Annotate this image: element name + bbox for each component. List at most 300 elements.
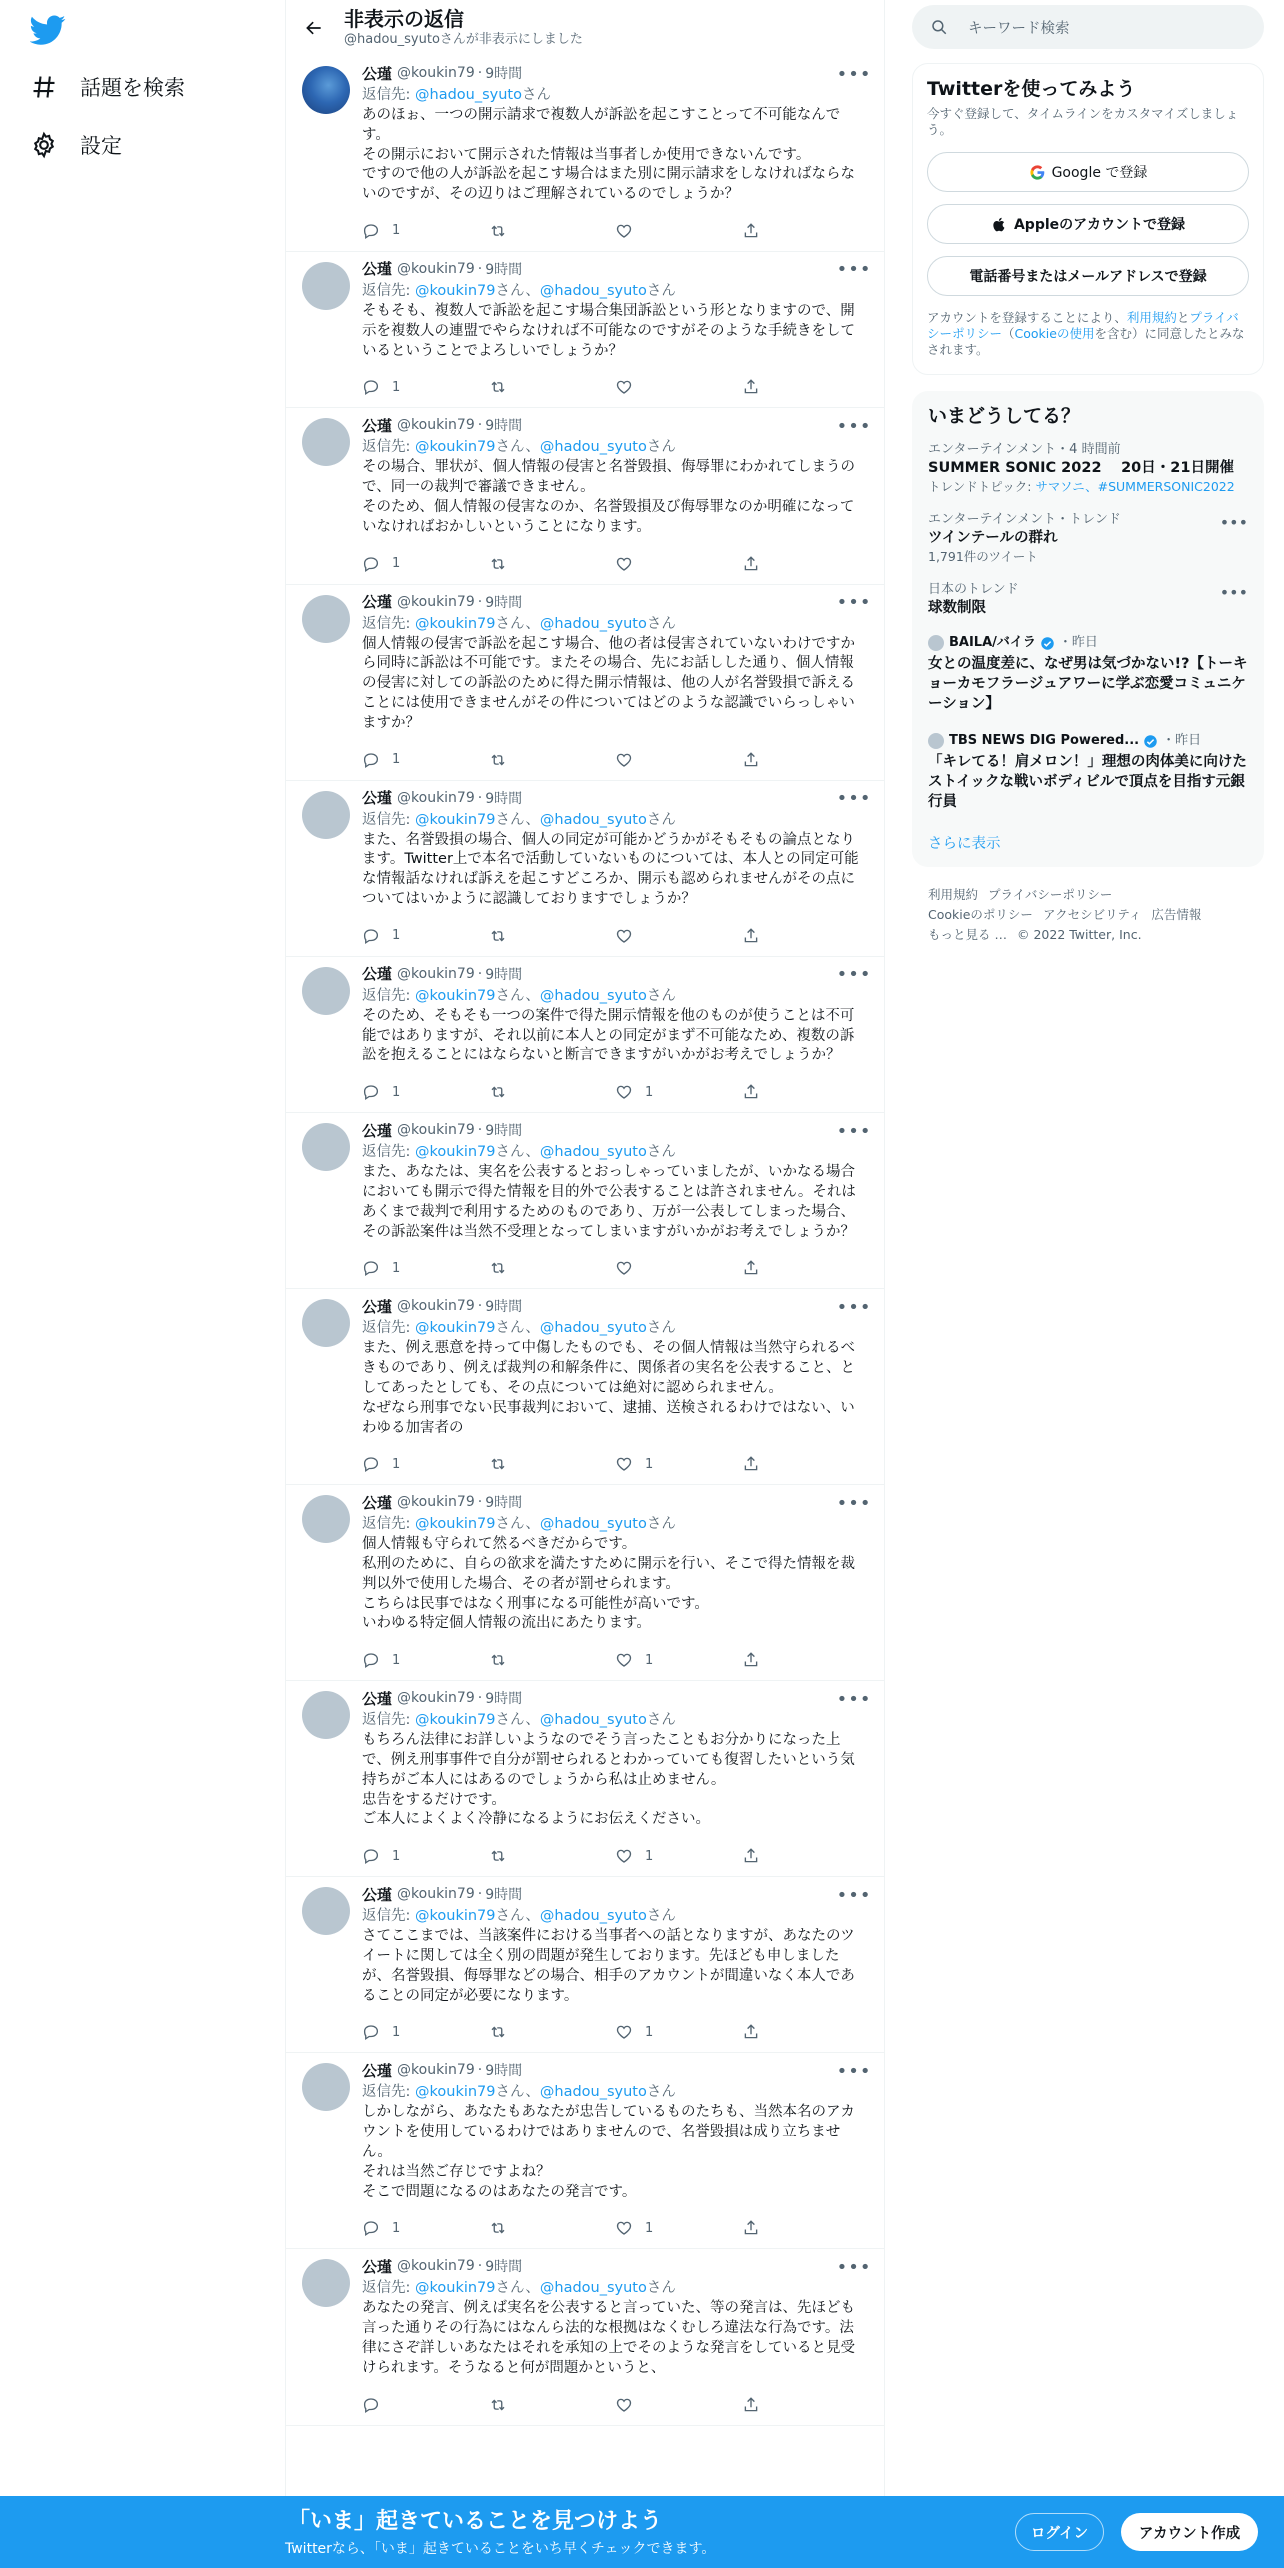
reply-icon: [362, 555, 380, 573]
share-button[interactable]: [742, 1259, 869, 1277]
tweet[interactable]: [286, 585, 884, 781]
avatar[interactable]: [302, 1691, 350, 1739]
author-handle[interactable]: @koukin79: [397, 260, 475, 277]
reply-to-label: 返信先:: [362, 987, 415, 1004]
reply-to: [362, 1905, 868, 1927]
share-button[interactable]: [742, 378, 869, 396]
tweet[interactable]: [286, 56, 884, 252]
more-options-icon[interactable]: •••: [836, 1120, 872, 1142]
separator-dot: ·: [477, 260, 483, 277]
tweet[interactable]: [286, 408, 884, 584]
apple-signup-button[interactable]: [927, 204, 1249, 244]
share-icon: [742, 1259, 760, 1277]
nav-settings-label: 設定: [80, 134, 122, 158]
reply-icon: [362, 378, 380, 396]
share-icon: [742, 751, 760, 769]
retweet-button[interactable]: [489, 1455, 616, 1473]
reply-to-label: 返信先:: [362, 1516, 415, 1533]
reply-to-suffix: さん: [646, 1320, 676, 1337]
tweet-actions: [362, 1248, 868, 1288]
tweet-text: しかしながら、あなたもあなたが忠告しているものたちも、当然本名のアカウントを使用しているわけではありませんので、名誉毀損は成り立ちません。 それは当然ご存じですよね？ そこで問題になるのはあなたの発言です。: [362, 2104, 855, 2200]
author-name[interactable]: 公瑾: [362, 260, 393, 279]
more-options-icon[interactable]: •••: [836, 788, 872, 810]
tweet[interactable]: [286, 252, 884, 408]
reply-to-link[interactable]: @koukin79: [415, 2280, 496, 2297]
tweet[interactable]: [286, 957, 884, 1113]
search-icon: [930, 18, 948, 36]
author-name[interactable]: 公瑾: [362, 64, 393, 83]
reply-to-sep: さん、: [495, 987, 540, 1004]
author-handle[interactable]: @koukin79: [397, 417, 475, 434]
tweet-actions: [362, 740, 868, 780]
copyright: © 2022 Twitter, Inc.: [1016, 927, 1142, 942]
reply-count: 1: [392, 1084, 401, 1100]
more-options-icon[interactable]: •••: [836, 592, 872, 614]
tweet[interactable]: [286, 1877, 884, 2053]
retweet-button[interactable]: [489, 222, 616, 240]
retweet-button[interactable]: [489, 927, 616, 945]
avatar[interactable]: [302, 418, 350, 466]
tweet-time[interactable]: 9時間: [485, 1887, 523, 1904]
reply-to-label: 返信先:: [362, 282, 415, 299]
share-button[interactable]: [742, 555, 869, 573]
share-icon: [742, 378, 760, 396]
footer-link[interactable]: プライバシーポリシー: [988, 887, 1113, 902]
tweet-actions: [362, 2385, 868, 2425]
retweet-button[interactable]: [489, 1083, 616, 1101]
like-button[interactable]: [615, 1455, 742, 1473]
reply-count: 1: [392, 223, 401, 239]
reply-to-link[interactable]: @hadou_syuto: [415, 87, 522, 103]
author-handle[interactable]: @koukin79: [397, 1494, 475, 1511]
tweet[interactable]: [286, 1681, 884, 1877]
tweet-time[interactable]: 9時間: [485, 594, 523, 611]
tweet-actions: [362, 1836, 868, 1876]
login-button[interactable]: ログイン: [1015, 2513, 1104, 2551]
more-options-icon[interactable]: •••: [836, 964, 872, 986]
more-options-icon[interactable]: •••: [836, 1884, 872, 1906]
tweet-text: 個人情報の侵害で訴訟を起こす場合、他の者は侵害されていないわけですから同時に訴訟は不可能です。またその場合、先にお話しした通り、個人情報の侵害に対しての訴訟のために得た開示情報は、他の人が名誉毀損で訴えることには使用できませんがその件についてはどのような認識でいらっしゃいますか？: [362, 635, 855, 731]
right-sidebar: [912, 0, 1264, 945]
trend-name: SUMMER SONIC 2022 20日・21日開催: [928, 460, 1234, 476]
reply-icon: [362, 222, 380, 240]
share-button[interactable]: [742, 1083, 869, 1101]
retweet-icon: [489, 2219, 507, 2237]
tweet[interactable]: [286, 1113, 884, 1289]
avatar[interactable]: [302, 1887, 350, 1935]
footer-more-link[interactable]: もっと見る …: [928, 927, 1007, 942]
reply-icon: [362, 1083, 380, 1101]
like-button[interactable]: [615, 927, 742, 945]
news-headline: 女との温度差に、なぜ男は気づかない!?【トーキョーカモフラージュアワーに学ぶ恋愛コミュニケーション】: [928, 656, 1248, 712]
reply-to-link[interactable]: @hadou_syuto: [539, 439, 647, 456]
more-options-icon[interactable]: •••: [836, 63, 872, 85]
footer-link[interactable]: Cookieのポリシー: [928, 907, 1033, 922]
reply-to-link[interactable]: @koukin79: [415, 1144, 496, 1161]
reply-to-label: 返信先:: [362, 811, 415, 828]
tweet-text: もちろん法律にお詳しいようなのでそう言ったこともお分かりになった上で、例え刑事事件で自分が罰せられるとわかっていても復習したいという気持ちがご本人にはあるのでしょうから私は止めません。 忠告をするだけです。 ご本人によくよく冷静になるようにお伝えください。: [362, 1732, 855, 1828]
apple-signup-label: Appleのアカウントで登録: [1013, 217, 1186, 233]
more-options-icon[interactable]: •••: [836, 1296, 872, 1318]
more-options-icon[interactable]: •••: [836, 259, 872, 281]
tweet[interactable]: [286, 1485, 884, 1681]
like-button[interactable]: [615, 378, 742, 396]
terms-text: （: [1002, 326, 1015, 341]
reply-to: [362, 280, 868, 302]
news-source: BAILA/バイラ: [949, 635, 1036, 650]
reply-button[interactable]: [362, 2023, 489, 2041]
like-count: 1: [645, 2024, 654, 2040]
cookie-link[interactable]: Cookieの使用: [1014, 326, 1095, 341]
reply-to-suffix: さん: [646, 2280, 676, 2297]
retweet-button[interactable]: [489, 1651, 616, 1669]
share-button[interactable]: [742, 751, 869, 769]
reply-to-sep: さん、: [495, 282, 540, 299]
reply-to-link[interactable]: @hadou_syuto: [539, 282, 647, 299]
reply-to-label: 返信先:: [362, 1320, 415, 1337]
reply-to-suffix: さん: [646, 987, 676, 1004]
privacy-link[interactable]: プライバシーポリシー: [927, 310, 1239, 341]
retweet-icon: [489, 378, 507, 396]
reply-to-link[interactable]: @koukin79: [415, 1908, 496, 1925]
reply-to-link[interactable]: @hadou_syuto: [539, 987, 647, 1004]
trend-item[interactable]: [912, 431, 1264, 501]
tweet-text: さてここまでは、当該案件における当事者への話となりますが、あなたのツイートに関しては全く別の問題が発生しております。先ほども申しましたが、名誉毀損、侮辱罪などの場合、相手のアカウントが間違いなく本人であることの同定が必要になります。: [362, 1928, 855, 2004]
reply-button[interactable]: [362, 751, 489, 769]
search-box[interactable]: [912, 5, 1264, 49]
retweet-button[interactable]: [489, 555, 616, 573]
reply-to-link[interactable]: @koukin79: [415, 1320, 496, 1337]
tweet-actions: [362, 916, 868, 956]
avatar[interactable]: [302, 1495, 350, 1543]
retweet-button[interactable]: [489, 2396, 616, 2414]
like-button[interactable]: [615, 2396, 742, 2414]
reply-button[interactable]: [362, 1083, 489, 1101]
news-time: ・昨日: [1058, 635, 1098, 650]
share-button[interactable]: [742, 2219, 869, 2237]
avatar[interactable]: [302, 66, 350, 114]
trends-panel: [912, 391, 1264, 867]
author-name[interactable]: 公瑾: [362, 1297, 393, 1316]
more-icon[interactable]: •••: [1219, 513, 1248, 532]
author-name[interactable]: 公瑾: [362, 1885, 393, 1904]
retweet-icon: [489, 1651, 507, 1669]
reply-to-suffix: さん: [646, 282, 676, 299]
reply-button[interactable]: [362, 1455, 489, 1473]
author-handle[interactable]: @koukin79: [397, 1886, 475, 1903]
tweet[interactable]: [286, 781, 884, 957]
tweet-text: そのため、そもそも一つの案件で得た開示情報を他のものが使うことは不可能ではありますが、それ以前に本人との同定がまず不可能なため、複数の訴訟を抱えることにはならないと断言できますがいかがお考えでしょうか？: [362, 1007, 855, 1064]
google-signup-label: Google で登録: [1051, 165, 1148, 181]
tweet-time[interactable]: 9時間: [485, 790, 523, 807]
author-name[interactable]: 公瑾: [362, 965, 393, 984]
reply-button[interactable]: [362, 927, 489, 945]
tweet-actions: [362, 2208, 868, 2248]
more-options-icon[interactable]: •••: [836, 2060, 872, 2082]
share-button[interactable]: [742, 222, 869, 240]
reply-to: [362, 809, 868, 831]
share-button[interactable]: [742, 2023, 869, 2041]
news-item[interactable]: [912, 624, 1264, 722]
trend-topic-link[interactable]: サマソニ、#SUMMERSONIC2022: [1035, 479, 1235, 494]
heart-icon: [615, 751, 633, 769]
avatar[interactable]: [302, 967, 350, 1015]
separator-dot: ·: [477, 1886, 483, 1903]
reply-to-link[interactable]: @hadou_syuto: [539, 2280, 647, 2297]
author-handle[interactable]: @koukin79: [397, 1122, 475, 1139]
avatar[interactable]: [302, 262, 350, 310]
tweet-time[interactable]: 9時間: [485, 66, 523, 82]
reply-to-link[interactable]: @koukin79: [415, 2084, 496, 2101]
phone-email-signup-button[interactable]: [927, 256, 1249, 296]
reply-button[interactable]: [362, 2396, 489, 2414]
reply-to-suffix: さん: [646, 1144, 676, 1161]
like-count: 1: [645, 1084, 654, 1100]
reply-button[interactable]: [362, 1651, 489, 1669]
retweet-icon: [489, 222, 507, 240]
tweet-actions: [362, 1072, 868, 1112]
reply-to-link[interactable]: @koukin79: [415, 282, 496, 299]
author-name[interactable]: 公瑾: [362, 789, 393, 808]
page-title: 非表示の返信: [344, 7, 464, 31]
tweet[interactable]: [286, 1289, 884, 1485]
share-button[interactable]: [742, 1847, 869, 1865]
avatar[interactable]: [302, 1123, 350, 1171]
tweet-actions: [362, 544, 868, 584]
reply-to-link[interactable]: @hadou_syuto: [539, 1320, 647, 1337]
avatar[interactable]: [302, 1299, 350, 1347]
author-handle[interactable]: @koukin79: [397, 2062, 475, 2079]
footer-link[interactable]: アクセシビリティ: [1042, 907, 1142, 922]
reply-count: 1: [392, 1652, 401, 1668]
gear-icon: [30, 131, 58, 159]
tweet-time[interactable]: 9時間: [485, 1495, 523, 1512]
share-icon: [742, 2396, 760, 2414]
tweet-text: また、例え悪意を持って中傷したものでも、その個人情報は当然守られるべきものであり、例えば裁判の和解条件に、関係者の実名を公表すること、としてあったとしても、その点については絶対に認められません。 なぜなら刑事でない民事裁判において、逮捕、送検されるわけではない、いわゆる加害者の: [362, 1340, 855, 1436]
reply-button[interactable]: [362, 378, 489, 396]
retweet-button[interactable]: [489, 1259, 616, 1277]
retweet-button[interactable]: [489, 751, 616, 769]
left-nav: [0, 0, 285, 2568]
trend-item[interactable]: [912, 571, 1264, 624]
more-options-icon[interactable]: •••: [836, 2256, 872, 2278]
reply-to-link[interactable]: @hadou_syuto: [539, 1908, 647, 1925]
reply-to-label: 返信先:: [362, 1144, 415, 1161]
avatar[interactable]: [302, 2259, 350, 2307]
avatar[interactable]: [302, 2063, 350, 2111]
reply-to-sep: さん、: [495, 1320, 540, 1337]
nav-settings[interactable]: [30, 120, 122, 170]
trend-name: ツインテールの群れ: [928, 530, 1058, 546]
footer-link[interactable]: 利用規約: [928, 887, 979, 902]
reply-to-link[interactable]: @koukin79: [415, 1516, 496, 1533]
heart-icon: [615, 1651, 633, 1669]
heart-icon: [615, 1847, 633, 1865]
reply-count: 1: [392, 556, 401, 572]
tweet-time[interactable]: 9時間: [485, 1691, 523, 1708]
trend-item[interactable]: [912, 501, 1264, 571]
tweet[interactable]: [286, 2053, 884, 2249]
tweet[interactable]: [286, 2249, 884, 2425]
author-name[interactable]: 公瑾: [362, 416, 393, 435]
back-arrow-icon[interactable]: [286, 6, 342, 50]
more-options-icon[interactable]: •••: [836, 1688, 872, 1710]
reply-button[interactable]: [362, 2219, 489, 2237]
like-count: 1: [645, 1456, 654, 1472]
author-handle[interactable]: @koukin79: [397, 965, 475, 982]
reply-to-link[interactable]: @hadou_syuto: [539, 1144, 647, 1161]
reply-to: [362, 436, 868, 458]
reply-to-label: 返信先:: [362, 1908, 415, 1925]
heart-icon: [615, 378, 633, 396]
show-more-link[interactable]: さらに表示: [928, 836, 1001, 852]
signup-title: Twitterを使ってみよう: [927, 78, 1136, 100]
tweet-time[interactable]: 9時間: [485, 261, 523, 278]
retweet-button[interactable]: [489, 2023, 616, 2041]
google-icon: [1029, 164, 1046, 181]
news-item[interactable]: [912, 722, 1264, 820]
reply-to-link[interactable]: @koukin79: [415, 615, 496, 632]
reply-to-link[interactable]: @hadou_syuto: [539, 811, 647, 828]
signup-card: [912, 63, 1264, 375]
tweet-text: また、名誉毀損の場合、個人の同定が可能かどうかがそもそもの論点となります。Twitter上で本名で活動していないものについては、本人との同定可能な情報話なければ訴えを起こすどころか、開示も認められませんがその点についてはいかように認識しておりますでしょうか？: [362, 831, 859, 907]
reply-to-link[interactable]: @koukin79: [415, 1712, 496, 1729]
share-button[interactable]: [742, 1455, 869, 1473]
avatar[interactable]: [302, 595, 350, 643]
reply-to-label: 返信先:: [362, 87, 415, 103]
twitter-bird-icon[interactable]: [30, 12, 70, 52]
author-handle[interactable]: @koukin79: [397, 2258, 475, 2275]
author-name[interactable]: 公瑾: [362, 2257, 393, 2276]
reply-to: [362, 1141, 868, 1163]
author-handle[interactable]: @koukin79: [397, 65, 475, 81]
reply-to-link[interactable]: @koukin79: [415, 439, 496, 456]
heart-icon: [615, 2396, 633, 2414]
tweet-time[interactable]: 9時間: [485, 2259, 523, 2276]
share-button[interactable]: [742, 927, 869, 945]
reply-to-label: 返信先:: [362, 439, 415, 456]
tweet-time[interactable]: 9時間: [485, 418, 523, 435]
separator-dot: ·: [477, 1494, 483, 1511]
retweet-button[interactable]: [489, 1847, 616, 1865]
reply-to-suffix: さん: [646, 615, 676, 632]
heart-icon: [615, 1083, 633, 1101]
tweet-time[interactable]: 9時間: [485, 1123, 523, 1140]
hashtag-icon: [30, 73, 58, 101]
retweet-button[interactable]: [489, 378, 616, 396]
share-button[interactable]: [742, 2396, 869, 2414]
reply-to-label: 返信先:: [362, 2084, 415, 2101]
reply-to-sep: さん、: [495, 1144, 540, 1161]
heart-icon: [615, 2023, 633, 2041]
heart-icon: [615, 222, 633, 240]
trend-name: 球数制限: [928, 600, 986, 616]
more-icon[interactable]: •••: [1219, 583, 1248, 602]
share-icon: [742, 1847, 760, 1865]
author-name[interactable]: 公瑾: [362, 1689, 393, 1708]
more-options-icon[interactable]: •••: [836, 1492, 872, 1514]
like-button[interactable]: [615, 751, 742, 769]
terms-link[interactable]: 利用規約: [1126, 310, 1177, 325]
separator-dot: ·: [477, 965, 483, 982]
author-name[interactable]: 公瑾: [362, 1493, 393, 1512]
reply-to-link[interactable]: @hadou_syuto: [539, 1712, 647, 1729]
reply-to-link[interactable]: @hadou_syuto: [539, 1516, 647, 1533]
terms-text: を含む）に同意したとみなされます。: [927, 326, 1245, 357]
reply-to-sep: さん、: [495, 1712, 540, 1729]
reply-icon: [362, 2023, 380, 2041]
author-name[interactable]: 公瑾: [362, 2061, 393, 2080]
tweet-time[interactable]: 9時間: [485, 1299, 523, 1316]
author-handle[interactable]: @koukin79: [397, 789, 475, 806]
reply-to-link[interactable]: @koukin79: [415, 987, 496, 1004]
reply-to-suffix: さん: [646, 439, 676, 456]
google-signup-button[interactable]: [927, 152, 1249, 192]
like-count: 1: [645, 1652, 654, 1668]
more-options-icon[interactable]: •••: [836, 415, 872, 437]
author-handle[interactable]: @koukin79: [397, 593, 475, 610]
reply-to-suffix: さん: [646, 1908, 676, 1925]
retweet-icon: [489, 1455, 507, 1473]
reply-button[interactable]: [362, 222, 489, 240]
author-name[interactable]: 公瑾: [362, 593, 393, 612]
author-name[interactable]: 公瑾: [362, 1121, 393, 1140]
reply-to-label: 返信先:: [362, 1712, 415, 1729]
author-handle[interactable]: @koukin79: [397, 1298, 475, 1315]
author-handle[interactable]: @koukin79: [397, 1690, 475, 1707]
like-button[interactable]: [615, 1083, 742, 1101]
main-column: [285, 0, 885, 2568]
like-button[interactable]: [615, 555, 742, 573]
reply-to-link[interactable]: @koukin79: [415, 811, 496, 828]
retweet-button[interactable]: [489, 2219, 616, 2237]
nav-explore[interactable]: [30, 62, 185, 112]
like-button[interactable]: [615, 1847, 742, 1865]
reply-count: 1: [392, 1848, 401, 1864]
reply-button[interactable]: [362, 1847, 489, 1865]
reply-to-link[interactable]: @hadou_syuto: [539, 2084, 647, 2101]
tweet-time[interactable]: 9時間: [485, 2063, 523, 2080]
like-button[interactable]: [615, 2023, 742, 2041]
like-button[interactable]: [615, 1651, 742, 1669]
phone-email-signup-label: 電話番号またはメールアドレスで登録: [969, 269, 1207, 285]
create-account-button[interactable]: アカウント作成: [1121, 2513, 1258, 2551]
reply-to-sep: さん、: [495, 615, 540, 632]
verified-badge-icon: [1143, 734, 1158, 749]
trends-title: いまどうしてる？: [928, 405, 1081, 427]
reply-to-link[interactable]: @hadou_syuto: [539, 615, 647, 632]
verified-badge-icon: [1040, 636, 1055, 651]
like-button[interactable]: [615, 2219, 742, 2237]
footer-link[interactable]: 広告情報: [1151, 907, 1202, 922]
separator-dot: ·: [477, 789, 483, 806]
tweet-text: また、あなたは、実名を公表するとおっしゃっていましたが、いかなる場合においても開示で得た情報を目的外で公表することは許されません。それはあくまで裁判で利用するためのものであり、万が一公表してしまった場合、その訴訟案件は当然不受理となってしまいますがいかがお考えでしょうか？: [362, 1164, 856, 1240]
heart-icon: [615, 927, 633, 945]
reply-button[interactable]: [362, 555, 489, 573]
heart-icon: [615, 1455, 633, 1473]
search-placeholder: キーワード検索: [968, 20, 1070, 37]
share-button[interactable]: [742, 1651, 869, 1669]
avatar[interactable]: [302, 791, 350, 839]
terms-text: アカウントを登録することにより、: [927, 310, 1127, 325]
tweet-time[interactable]: 9時間: [485, 966, 523, 983]
bottom-bar-subtitle: Twitterなら、「いま」起きていることをいち早くチェックできます。: [285, 2541, 716, 2557]
reply-icon: [362, 751, 380, 769]
share-icon: [742, 1651, 760, 1669]
like-button[interactable]: [615, 1259, 742, 1277]
reply-button[interactable]: [362, 1259, 489, 1277]
like-button[interactable]: [615, 222, 742, 240]
